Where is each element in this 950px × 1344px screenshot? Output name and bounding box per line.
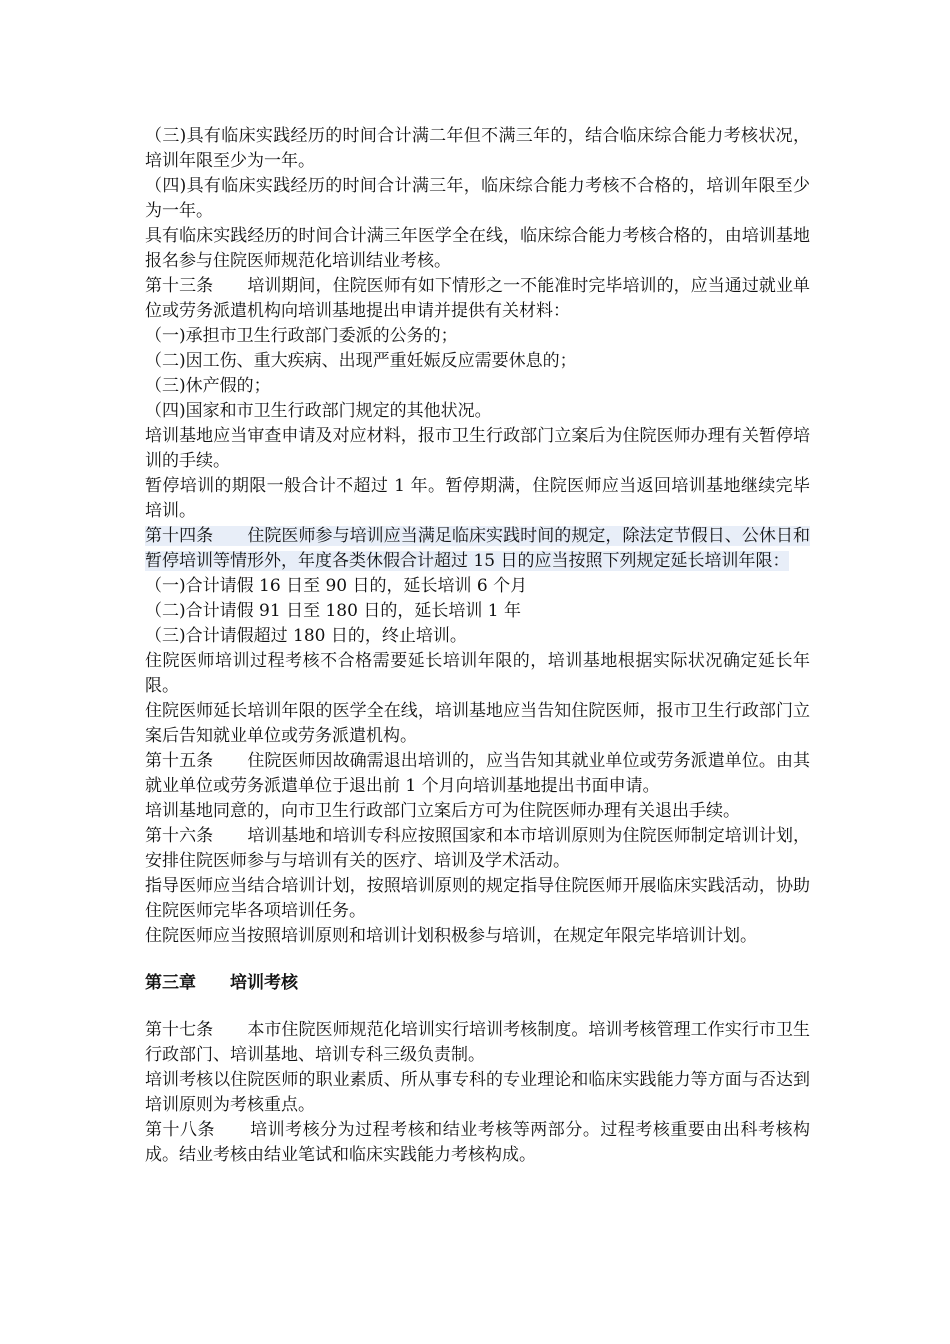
paragraph: 住院医师延长培训年限的医学全在线，培训基地应当告知住院医师，报市卫生行政部门立案后告知就业单位或劳务派遣机构。 xyxy=(145,701,810,746)
paragraph: （四)具有临床实践经历的时间合计满三年，临床综合能力考核不合格的，培训年限至少为一年。 xyxy=(145,176,810,221)
paragraph: （三)具有临床实践经历的时间合计满二年但不满三年的，结合临床综合能力考核状况，培训年限至少为一年。 xyxy=(145,126,810,171)
article-14-highlighted xyxy=(145,524,810,574)
paragraph: 住院医师应当按照培训原则和培训计划积极参与培训，在规定年限完毕培训计划。 xyxy=(145,926,757,946)
paragraph: 暂停培训的期限一般合计不超过 1 年。暂停期满，住院医师应当返回培训基地继续完毕培训。 xyxy=(145,476,810,521)
chapter-heading: 第三章 培训考核 xyxy=(145,973,298,993)
list-item: （二)因工伤、重大疾病、出现严重妊娠反应需要休息的； xyxy=(145,351,577,371)
list-item: （四)国家和市卫生行政部门规定的其他状况。 xyxy=(145,401,492,421)
paragraph: 具有临床实践经历的时间合计满三年医学全在线，临床综合能力考核合格的，由培训基地报名参与住院医师规范化培训结业考核。 xyxy=(145,226,810,271)
article-13: 第十三条 培训期间，住院医师有如下情形之一不能准时完毕培训的，应当通过就业单位或劳务派遣机构向培训基地提出申请并提供有关材料： xyxy=(145,276,810,321)
paragraph: 培训基地应当审查申请及对应材料，报市卫生行政部门立案后为住院医师办理有关暂停培训的手续。 xyxy=(145,426,810,471)
paragraph: 住院医师培训过程考核不合格需要延长培训年限的，培训基地根据实际状况确定延长年限。 xyxy=(145,651,810,696)
text-selection: 第十四条 住院医师参与培训应当满足临床实践时间的规定，除法定节假日、公休日和暂停培训等情形外，年度各类休假合计超过 15 日的应当按照下列规定延长培训年限： xyxy=(145,526,810,571)
paragraph: 指导医师应当结合培训计划，按照培训原则的规定指导住院医师开展临床实践活动，协助住院医师完毕各项培训任务。 xyxy=(145,876,810,921)
list-item: （二)合计请假 91 日至 180 日的，延长培训 1 年 xyxy=(145,601,521,621)
article-18: 第十八条 培训考核分为过程考核和结业考核等两部分。过程考核重要由出科考核构成。结业考核由结业笔试和临床实践能力考核构成。 xyxy=(145,1120,810,1165)
paragraph: 培训考核以住院医师的职业素质、所从事专科的专业理论和临床实践能力等方面与否达到培训原则为考核重点。 xyxy=(145,1070,810,1115)
article-17: 第十七条 本市住院医师规范化培训实行培训考核制度。培训考核管理工作实行市卫生行政部门、培训基地、培训专科三级负责制。 xyxy=(145,1020,810,1065)
list-item: （三)休产假的； xyxy=(145,376,271,396)
article-15: 第十五条 住院医师因故确需退出培训的，应当告知其就业单位或劳务派遣单位。由其就业单位或劳务派遣单位于退出前 1 个月向培训基地提出书面申请。 xyxy=(145,751,810,796)
list-item: （一)承担市卫生行政部门委派的公务的； xyxy=(145,326,458,346)
article-16: 第十六条 培训基地和培训专科应按照国家和本市培训原则为住院医师制定培训计划，安排住院医师参与与培训有关的医疗、培训及学术活动。 xyxy=(145,826,810,871)
paragraph: 培训基地同意的，向市卫生行政部门立案后方可为住院医师办理有关退出手续。 xyxy=(145,801,740,821)
document-page xyxy=(145,124,810,1168)
list-item: （三)合计请假超过 180 日的，终止培训。 xyxy=(145,626,467,646)
list-item: （一)合计请假 16 日至 90 日的，延长培训 6 个月 xyxy=(145,576,528,596)
